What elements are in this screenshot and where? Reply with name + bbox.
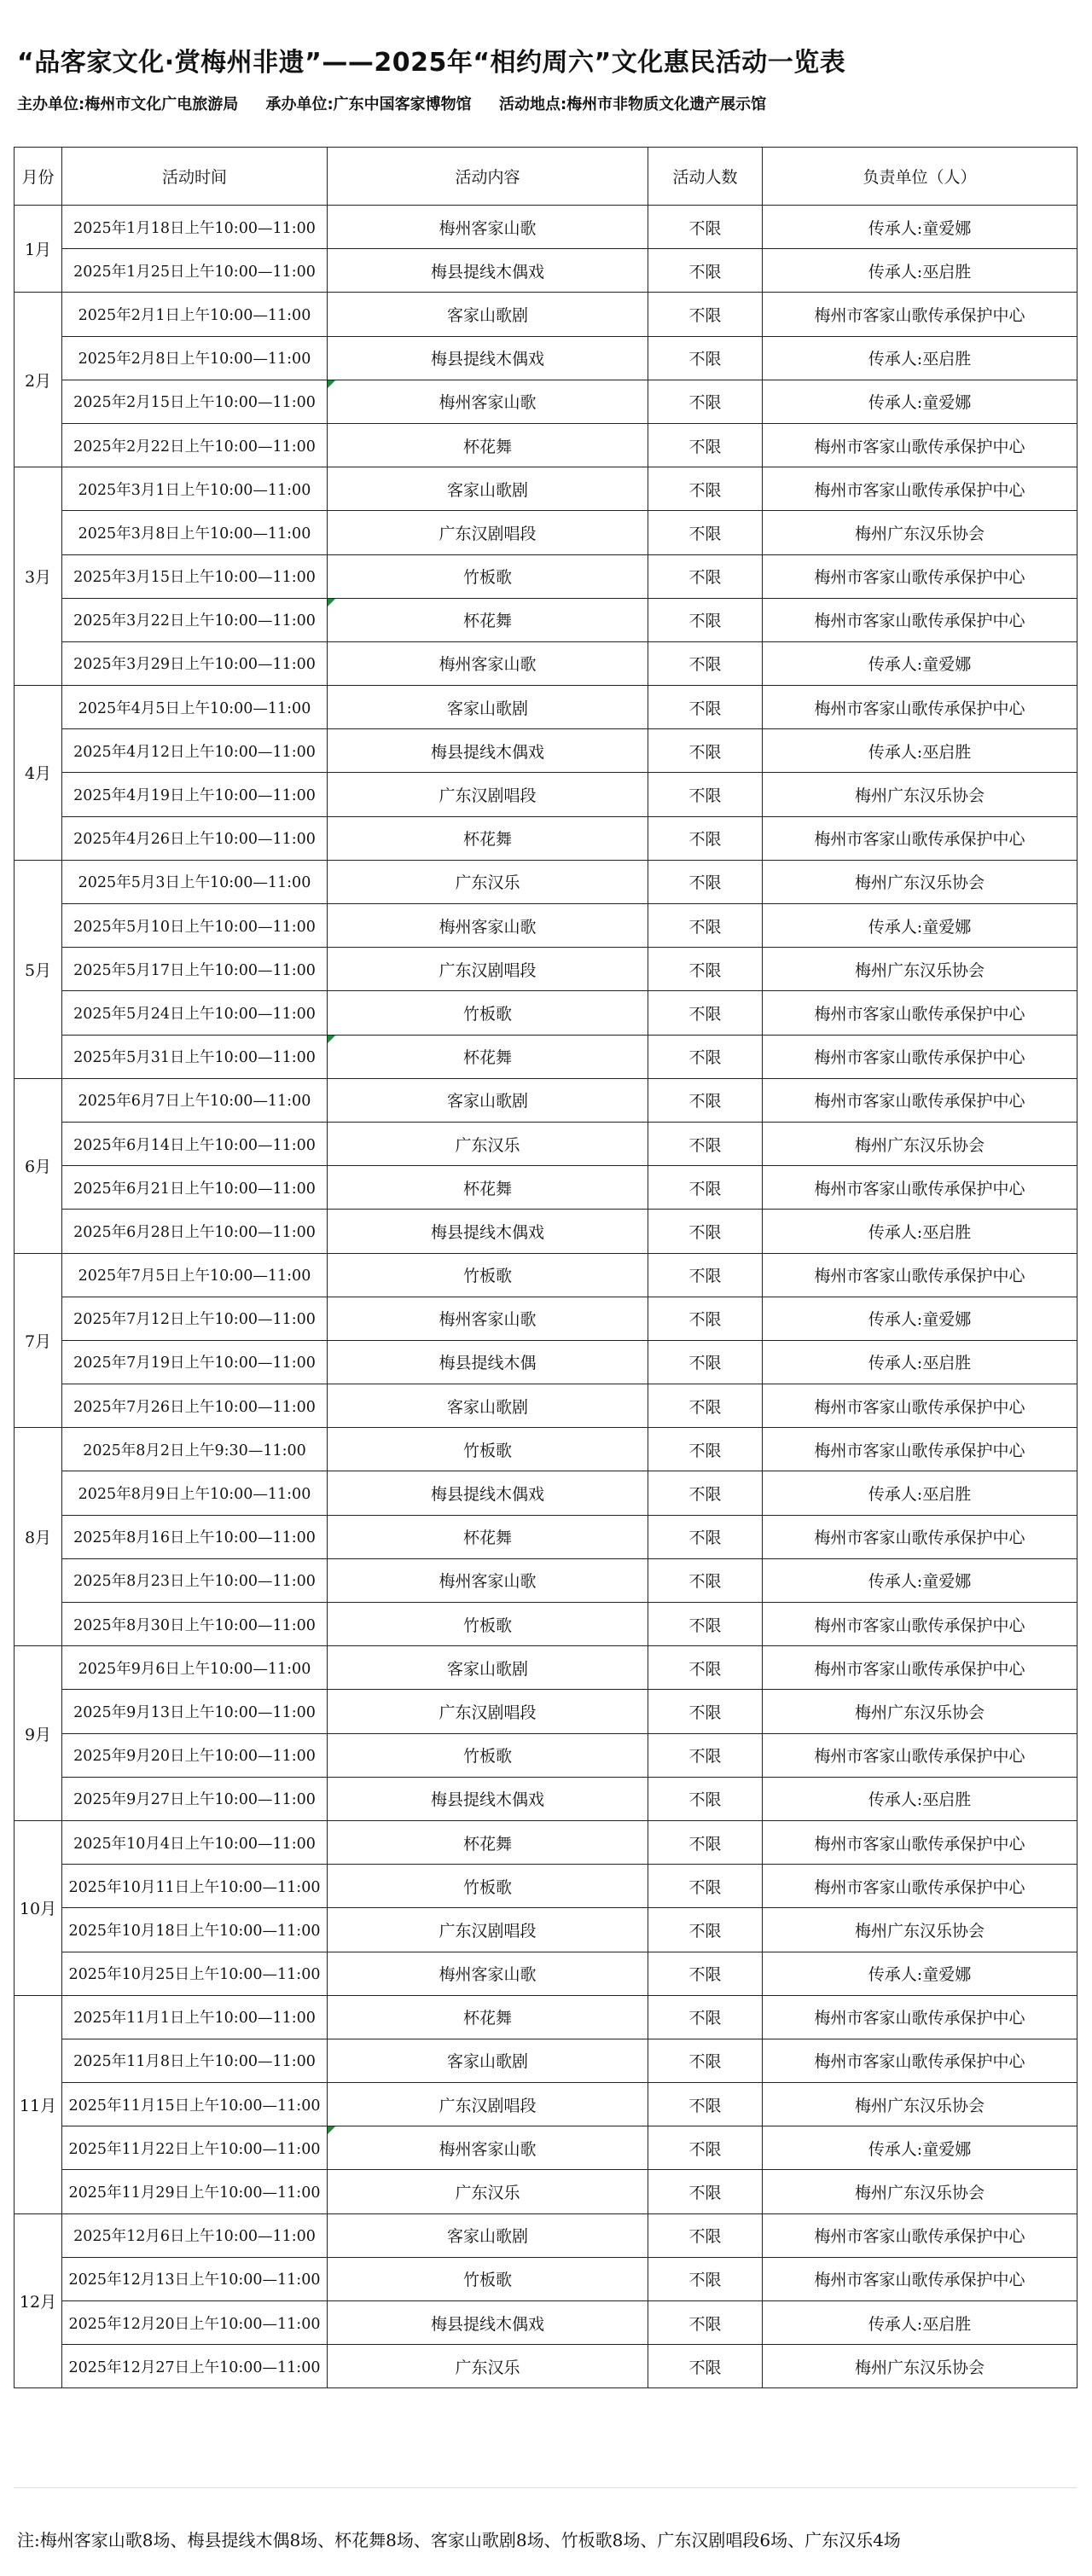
table-row [15,1646,1077,1690]
content-cell: 梅州客家山歌 [328,2126,648,2170]
unit-cell: 传承人:童爱娜 [763,904,1077,948]
time-cell: 2025年7月12日上午10:00—11:00 [62,1297,328,1340]
table-row [15,1908,1077,1952]
content-cell: 客家山歌剧 [328,1384,648,1428]
unit-cell: 梅州广东汉乐协会 [763,2170,1077,2213]
table-row [15,249,1077,293]
content-cell: 杯花舞 [328,1035,648,1078]
people-cell: 不限 [648,1820,763,1864]
people-cell: 不限 [648,2213,763,2257]
month-cell: 8月 [15,1428,62,1646]
table-row [15,2301,1077,2345]
table-row [15,1558,1077,1602]
unit-cell: 梅州市客家山歌传承保护中心 [763,2257,1077,2300]
people-cell: 不限 [648,1952,763,1995]
unit-cell: 梅州广东汉乐协会 [763,2345,1077,2388]
people-cell: 不限 [648,1384,763,1428]
people-cell: 不限 [648,729,763,773]
time-cell: 2025年2月15日上午10:00—11:00 [62,380,328,423]
people-cell: 不限 [648,1603,763,1646]
people-cell: 不限 [648,1995,763,2039]
table-body [15,206,1077,2388]
unit-cell: 梅州市客家山歌传承保护中心 [763,423,1077,467]
unit-cell: 传承人:童爱娜 [763,1297,1077,1340]
table-row [15,1690,1077,1733]
time-cell: 2025年3月15日上午10:00—11:00 [62,554,328,598]
time-cell: 2025年10月18日上午10:00—11:00 [62,1908,328,1952]
table-row [15,1733,1077,1777]
people-cell: 不限 [648,249,763,293]
content-cell: 竹板歌 [328,1603,648,1646]
people-cell: 不限 [648,1558,763,1602]
page-title: “品客家文化·赏梅州非遗”——2025年“相约周六”文化惠民活动一览表 [17,48,846,78]
people-cell: 不限 [648,467,763,511]
unit-cell: 梅州市客家山歌传承保护中心 [763,816,1077,860]
unit-cell: 梅州市客家山歌传承保护中心 [763,1603,1077,1646]
table-row [15,1297,1077,1340]
content-cell: 竹板歌 [328,2257,648,2300]
content-cell: 客家山歌剧 [328,1078,648,1122]
people-cell: 不限 [648,598,763,641]
table-row [15,206,1077,249]
unit-cell: 梅州市客家山歌传承保护中心 [763,467,1077,511]
people-cell: 不限 [648,1078,763,1122]
people-cell: 不限 [648,1253,763,1297]
time-cell: 2025年12月20日上午10:00—11:00 [62,2301,328,2345]
content-cell: 广东汉剧唱段 [328,1908,648,1952]
people-cell: 不限 [648,293,763,336]
content-cell: 梅县提线木偶戏 [328,1777,648,1820]
content-cell: 梅州客家山歌 [328,1297,648,1340]
unit-cell: 梅州市客家山歌传承保护中心 [763,1733,1077,1777]
table-row [15,598,1077,641]
unit-cell: 传承人:巫启胜 [763,729,1077,773]
people-cell: 不限 [648,1471,763,1515]
unit-cell: 梅州市客家山歌传承保护中心 [763,1995,1077,2039]
time-cell: 2025年5月3日上午10:00—11:00 [62,860,328,903]
time-cell: 2025年11月1日上午10:00—11:00 [62,1995,328,2039]
people-cell: 不限 [648,2126,763,2170]
content-cell: 梅县提线木偶戏 [328,729,648,773]
month-cell: 11月 [15,1995,62,2213]
content-cell: 梅县提线木偶戏 [328,2301,648,2345]
people-cell: 不限 [648,1166,763,1210]
table-row [15,380,1077,423]
unit-cell: 梅州市客家山歌传承保护中心 [763,598,1077,641]
people-cell: 不限 [648,1865,763,1908]
content-cell: 杯花舞 [328,816,648,860]
content-cell: 广东汉剧唱段 [328,511,648,554]
time-cell: 2025年7月26日上午10:00—11:00 [62,1384,328,1428]
time-cell: 2025年1月25日上午10:00—11:00 [62,249,328,293]
unit-cell: 梅州市客家山歌传承保护中心 [763,686,1077,729]
time-cell: 2025年9月27日上午10:00—11:00 [62,1777,328,1820]
time-cell: 2025年5月17日上午10:00—11:00 [62,948,328,991]
table-row [15,729,1077,773]
unit-cell: 梅州广东汉乐协会 [763,1122,1077,1165]
month-cell: 7月 [15,1253,62,1428]
table-row [15,1340,1077,1384]
content-cell: 竹板歌 [328,1253,648,1297]
unit-cell: 梅州市客家山歌传承保护中心 [763,554,1077,598]
time-cell: 2025年7月19日上午10:00—11:00 [62,1340,328,1384]
time-cell: 2025年2月1日上午10:00—11:00 [62,293,328,336]
time-cell: 2025年8月23日上午10:00—11:00 [62,1558,328,1602]
table-row [15,641,1077,685]
table-row [15,860,1077,903]
time-cell: 2025年8月2日上午9:30—11:00 [62,1428,328,1471]
people-cell: 不限 [648,948,763,991]
unit-cell: 梅州广东汉乐协会 [763,948,1077,991]
content-cell: 竹板歌 [328,1428,648,1471]
unit-cell: 梅州广东汉乐协会 [763,1690,1077,1733]
content-cell: 广东汉乐 [328,2170,648,2213]
content-cell: 竹板歌 [328,1733,648,1777]
table-row [15,1035,1077,1078]
time-cell: 2025年3月22日上午10:00—11:00 [62,598,328,641]
table-row [15,2170,1077,2213]
time-cell: 2025年6月28日上午10:00—11:00 [62,1210,328,1253]
time-cell: 2025年8月30日上午10:00—11:00 [62,1603,328,1646]
unit-cell: 传承人:巫启胜 [763,1210,1077,1253]
table-row [15,1210,1077,1253]
content-cell: 杯花舞 [328,1995,648,2039]
table-row [15,1078,1077,1122]
time-cell: 2025年4月19日上午10:00—11:00 [62,773,328,816]
unit-cell: 传承人:巫启胜 [763,1340,1077,1384]
header-unit: 负责单位（人） [763,148,1077,206]
unit-cell: 梅州市客家山歌传承保护中心 [763,1384,1077,1428]
people-cell: 不限 [648,2039,763,2082]
time-cell: 2025年12月27日上午10:00—11:00 [62,2345,328,2388]
unit-cell: 传承人:童爱娜 [763,1558,1077,1602]
people-cell: 不限 [648,423,763,467]
people-cell: 不限 [648,2301,763,2345]
people-cell: 不限 [648,1646,763,1690]
month-cell: 10月 [15,1820,62,1995]
content-cell: 客家山歌剧 [328,686,648,729]
people-cell: 不限 [648,336,763,380]
activity-table [14,147,1077,2388]
people-cell: 不限 [648,380,763,423]
table-row [15,467,1077,511]
people-cell: 不限 [648,2257,763,2300]
table-row [15,1777,1077,1820]
table-row [15,2126,1077,2170]
table-row [15,816,1077,860]
unit-cell: 梅州市客家山歌传承保护中心 [763,2213,1077,2257]
unit-cell: 传承人:巫启胜 [763,2301,1077,2345]
footer-divider [14,2487,1077,2488]
header-time: 活动时间 [62,148,328,206]
table-row [15,1384,1077,1428]
content-cell: 梅州客家山歌 [328,1558,648,1602]
unit-cell: 传承人:巫启胜 [763,1777,1077,1820]
time-cell: 2025年12月6日上午10:00—11:00 [62,2213,328,2257]
time-cell: 2025年6月7日上午10:00—11:00 [62,1078,328,1122]
people-cell: 不限 [648,1515,763,1558]
time-cell: 2025年9月6日上午10:00—11:00 [62,1646,328,1690]
unit-cell: 梅州市客家山歌传承保护中心 [763,293,1077,336]
unit-cell: 梅州市客家山歌传承保护中心 [763,1820,1077,1864]
venue: 活动地点:梅州市非物质文化遗产展示馆 [498,96,767,113]
table-row [15,336,1077,380]
time-cell: 2025年8月16日上午10:00—11:00 [62,1515,328,1558]
time-cell: 2025年12月13日上午10:00—11:00 [62,2257,328,2300]
time-cell: 2025年1月18日上午10:00—11:00 [62,206,328,249]
people-cell: 不限 [648,2345,763,2388]
people-cell: 不限 [648,511,763,554]
month-cell: 12月 [15,2213,62,2388]
table-row [15,686,1077,729]
organizer-info [17,92,788,114]
month-cell: 6月 [15,1078,62,1253]
people-cell: 不限 [648,686,763,729]
content-cell: 客家山歌剧 [328,467,648,511]
people-cell: 不限 [648,1035,763,1078]
table-row [15,1603,1077,1646]
people-cell: 不限 [648,1690,763,1733]
people-cell: 不限 [648,1340,763,1384]
time-cell: 2025年11月29日上午10:00—11:00 [62,2170,328,2213]
table-row [15,991,1077,1035]
table-row [15,1253,1077,1297]
unit-cell: 梅州市客家山歌传承保护中心 [763,1253,1077,1297]
content-cell: 梅州客家山歌 [328,1952,648,1995]
content-cell: 梅州客家山歌 [328,380,648,423]
content-cell: 梅县提线木偶戏 [328,1210,648,1253]
time-cell: 2025年7月5日上午10:00—11:00 [62,1253,328,1297]
content-cell: 客家山歌剧 [328,2213,648,2257]
table-row [15,904,1077,948]
unit-cell: 梅州市客家山歌传承保护中心 [763,1865,1077,1908]
content-cell: 梅县提线木偶戏 [328,336,648,380]
unit-cell: 梅州广东汉乐协会 [763,511,1077,554]
time-cell: 2025年9月20日上午10:00—11:00 [62,1733,328,1777]
content-cell: 梅县提线木偶戏 [328,249,648,293]
people-cell: 不限 [648,1733,763,1777]
table-row [15,1471,1077,1515]
header-content: 活动内容 [328,148,648,206]
content-cell: 竹板歌 [328,1865,648,1908]
time-cell: 2025年10月4日上午10:00—11:00 [62,1820,328,1864]
unit-cell: 梅州市客家山歌传承保护中心 [763,1166,1077,1210]
people-cell: 不限 [648,1777,763,1820]
month-cell: 9月 [15,1646,62,1821]
unit-cell: 传承人:童爱娜 [763,1952,1077,1995]
people-cell: 不限 [648,991,763,1035]
table-row [15,773,1077,816]
table-row [15,2039,1077,2082]
time-cell: 2025年3月29日上午10:00—11:00 [62,641,328,685]
table-row [15,1820,1077,1864]
people-cell: 不限 [648,206,763,249]
time-cell: 2025年6月21日上午10:00—11:00 [62,1166,328,1210]
table-row [15,293,1077,336]
people-cell: 不限 [648,641,763,685]
organizer-unit: 承办单位:广东中国客家博物馆 [265,96,472,113]
table-row [15,511,1077,554]
content-cell: 客家山歌剧 [328,293,648,336]
time-cell: 2025年11月22日上午10:00—11:00 [62,2126,328,2170]
unit-cell: 梅州广东汉乐协会 [763,860,1077,903]
unit-cell: 梅州市客家山歌传承保护中心 [763,1646,1077,1690]
header-people: 活动人数 [648,148,763,206]
content-cell: 梅县提线木偶戏 [328,1471,648,1515]
content-cell: 广东汉乐 [328,1122,648,1165]
content-cell: 竹板歌 [328,991,648,1035]
time-cell: 2025年11月15日上午10:00—11:00 [62,2083,328,2126]
unit-cell: 传承人:童爱娜 [763,641,1077,685]
table-row [15,2083,1077,2126]
content-cell: 杯花舞 [328,1820,648,1864]
time-cell: 2025年4月5日上午10:00—11:00 [62,686,328,729]
time-cell: 2025年10月25日上午10:00—11:00 [62,1952,328,1995]
table-row [15,2213,1077,2257]
month-cell: 1月 [15,206,62,293]
people-cell: 不限 [648,554,763,598]
table-row [15,1428,1077,1471]
people-cell: 不限 [648,1908,763,1952]
unit-cell: 梅州市客家山歌传承保护中心 [763,2039,1077,2082]
people-cell: 不限 [648,1297,763,1340]
people-cell: 不限 [648,773,763,816]
content-cell: 梅州客家山歌 [328,641,648,685]
host-unit: 主办单位:梅州市文化广电旅游局 [17,96,239,113]
month-cell: 3月 [15,467,62,686]
table-row [15,1515,1077,1558]
content-cell: 杯花舞 [328,1166,648,1210]
time-cell: 2025年11月8日上午10:00—11:00 [62,2039,328,2082]
content-cell: 广东汉剧唱段 [328,948,648,991]
month-cell: 2月 [15,293,62,467]
unit-cell: 传承人:巫启胜 [763,336,1077,380]
table-row [15,423,1077,467]
people-cell: 不限 [648,2170,763,2213]
content-cell: 梅州客家山歌 [328,206,648,249]
content-cell: 杯花舞 [328,1515,648,1558]
unit-cell: 传承人:巫启胜 [763,249,1077,293]
time-cell: 2025年3月8日上午10:00—11:00 [62,511,328,554]
unit-cell: 传承人:巫启胜 [763,1471,1077,1515]
time-cell: 2025年5月24日上午10:00—11:00 [62,991,328,1035]
header-row [15,148,1077,206]
people-cell: 不限 [648,816,763,860]
time-cell: 2025年4月26日上午10:00—11:00 [62,816,328,860]
unit-cell: 梅州广东汉乐协会 [763,773,1077,816]
table-row [15,1952,1077,1995]
table-row [15,1122,1077,1165]
time-cell: 2025年2月8日上午10:00—11:00 [62,336,328,380]
time-cell: 2025年4月12日上午10:00—11:00 [62,729,328,773]
unit-cell: 梅州广东汉乐协会 [763,1908,1077,1952]
time-cell: 2025年5月10日上午10:00—11:00 [62,904,328,948]
unit-cell: 梅州市客家山歌传承保护中心 [763,1515,1077,1558]
content-cell: 竹板歌 [328,554,648,598]
unit-cell: 梅州广东汉乐协会 [763,2083,1077,2126]
people-cell: 不限 [648,2083,763,2126]
unit-cell: 传承人:童爱娜 [763,206,1077,249]
table-row [15,2257,1077,2300]
unit-cell: 梅州市客家山歌传承保护中心 [763,1035,1077,1078]
content-cell: 杯花舞 [328,423,648,467]
people-cell: 不限 [648,1210,763,1253]
people-cell: 不限 [648,904,763,948]
unit-cell: 传承人:童爱娜 [763,380,1077,423]
header-month: 月份 [15,148,62,206]
content-cell: 梅州客家山歌 [328,904,648,948]
content-cell: 广东汉剧唱段 [328,773,648,816]
unit-cell: 梅州市客家山歌传承保护中心 [763,1428,1077,1471]
table-row [15,948,1077,991]
content-cell: 广东汉乐 [328,860,648,903]
people-cell: 不限 [648,860,763,903]
month-cell: 4月 [15,686,62,861]
table-row [15,554,1077,598]
people-cell: 不限 [648,1428,763,1471]
unit-cell: 传承人:童爱娜 [763,2126,1077,2170]
content-cell: 客家山歌剧 [328,1646,648,1690]
time-cell: 2025年3月1日上午10:00—11:00 [62,467,328,511]
content-cell: 客家山歌剧 [328,2039,648,2082]
content-cell: 杯花舞 [328,598,648,641]
table-row [15,2345,1077,2388]
time-cell: 2025年2月22日上午10:00—11:00 [62,423,328,467]
content-cell: 广东汉剧唱段 [328,2083,648,2126]
time-cell: 2025年9月13日上午10:00—11:00 [62,1690,328,1733]
unit-cell: 梅州市客家山歌传承保护中心 [763,991,1077,1035]
content-cell: 广东汉乐 [328,2345,648,2388]
footnote: 注:梅州客家山歌8场、梅县提线木偶8场、杯花舞8场、客家山歌剧8场、竹板歌8场、广东汉剧唱段6场、广东汉乐4场 [17,2530,901,2550]
time-cell: 2025年10月11日上午10:00—11:00 [62,1865,328,1908]
content-cell: 广东汉剧唱段 [328,1690,648,1733]
time-cell: 2025年5月31日上午10:00—11:00 [62,1035,328,1078]
table-row [15,1166,1077,1210]
table-row [15,1865,1077,1908]
content-cell: 梅县提线木偶 [328,1340,648,1384]
month-cell: 5月 [15,860,62,1078]
time-cell: 2025年6月14日上午10:00—11:00 [62,1122,328,1165]
table-row [15,1995,1077,2039]
time-cell: 2025年8月9日上午10:00—11:00 [62,1471,328,1515]
people-cell: 不限 [648,1122,763,1165]
unit-cell: 梅州市客家山歌传承保护中心 [763,1078,1077,1122]
